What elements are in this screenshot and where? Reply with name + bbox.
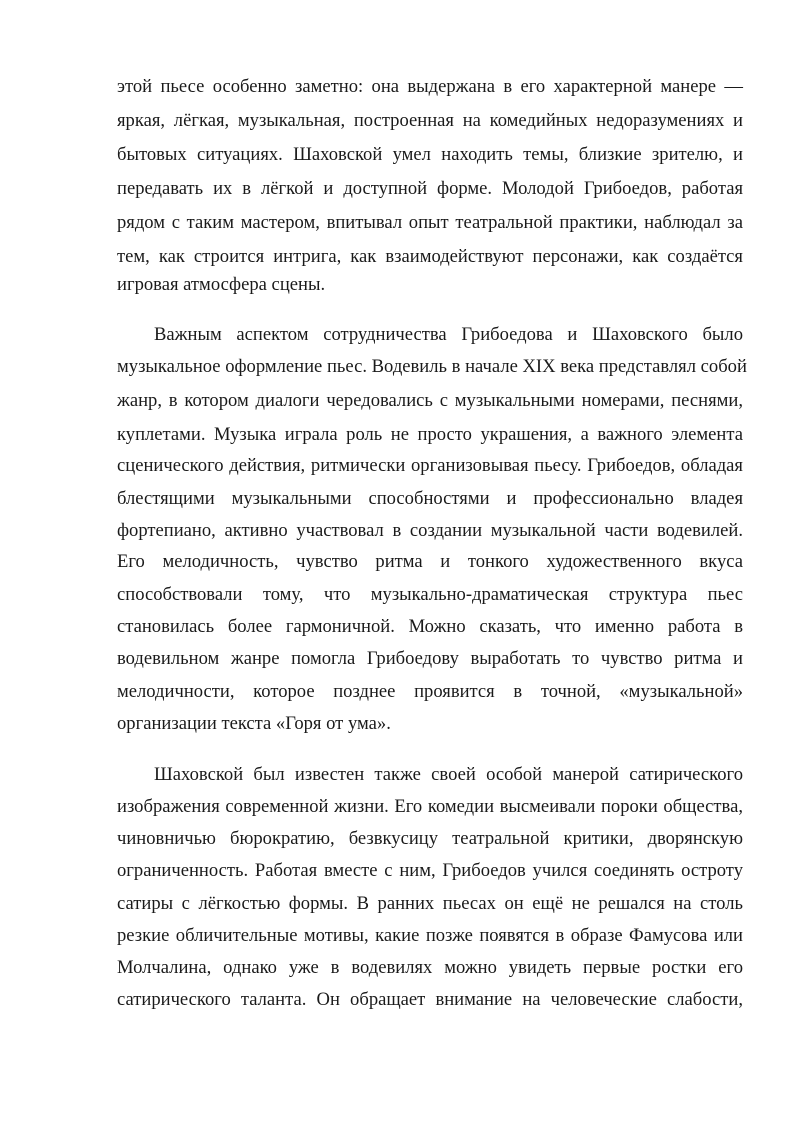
text-line: водевильном жанре помогла Грибоедову выработать то чувство ритма и	[117, 648, 743, 669]
text-line: становилась более гармоничной. Можно сказать, что именно работа в	[117, 616, 743, 637]
text-line: куплетами. Музыка играла роль не просто украшения, а важного элемента	[117, 424, 743, 445]
paragraph-first-line: Важным аспектом сотрудничества Грибоедова и Шаховского было	[154, 324, 743, 345]
text-line: жанр, в котором диалоги чередовались с музыкальными номерами, песнями,	[117, 390, 743, 411]
text-line: рядом с таким мастером, впитывал опыт театральной практики, наблюдал за	[117, 212, 743, 233]
text-line: блестящими музыкальными способностями и профессионально владея	[117, 488, 743, 509]
text-line: сатирического таланта. Он обращает внимание на человеческие слабости,	[117, 989, 743, 1010]
text-line: передавать их в лёгкой и доступной форме. Молодой Грибоедов, работая	[117, 178, 743, 199]
text-line: сценического действия, ритмически организовывая пьесу. Грибоедов, обладая	[117, 455, 743, 476]
text-line: чиновничью бюрократию, безвкусицу театральной критики, дворянскую	[117, 828, 743, 849]
paragraph-first-line: Шаховской был известен также своей особой манерой сатирического	[154, 764, 743, 785]
text-line: сатиры с лёгкостью формы. В ранних пьесах он ещё не решался на столь	[117, 893, 743, 914]
text-line: резкие обличительные мотивы, какие позже появятся в образе Фамусова или	[117, 925, 743, 946]
text-line: бытовых ситуациях. Шаховской умел находить темы, близкие зрителю, и	[117, 144, 743, 165]
text-line: игровая атмосфера сцены.	[117, 274, 326, 295]
text-line: Его мелодичность, чувство ритма и тонкого художественного вкуса	[117, 551, 743, 572]
text-line: этой пьесе особенно заметно: она выдержана в его характерной манере —	[117, 76, 743, 97]
text-line: Молчалина, однако уже в водевилях можно увидеть первые ростки его	[117, 957, 743, 978]
text-line: организации текста «Горя от ума».	[117, 713, 391, 734]
text-line: фортепиано, активно участвовал в создании музыкальной части водевилей.	[117, 520, 743, 541]
text-line: изображения современной жизни. Его комедии высмеивали пороки общества,	[117, 796, 743, 817]
text-line: яркая, лёгкая, музыкальная, построенная на комедийных недоразумениях и	[117, 110, 743, 131]
text-line: мелодичности, которое позднее проявится в точной, «музыкальной»	[117, 681, 743, 702]
text-line: тем, как строится интрига, как взаимодействуют персонажи, как создаётся	[117, 246, 743, 267]
text-line: ограниченность. Работая вместе с ним, Грибоедов учился соединять остроту	[117, 860, 743, 881]
text-line: музыкальное оформление пьес. Водевиль в начале XIX века представлял собой	[117, 356, 747, 377]
text-line: способствовали тому, что музыкально-драматическая структура пьес	[117, 584, 743, 605]
